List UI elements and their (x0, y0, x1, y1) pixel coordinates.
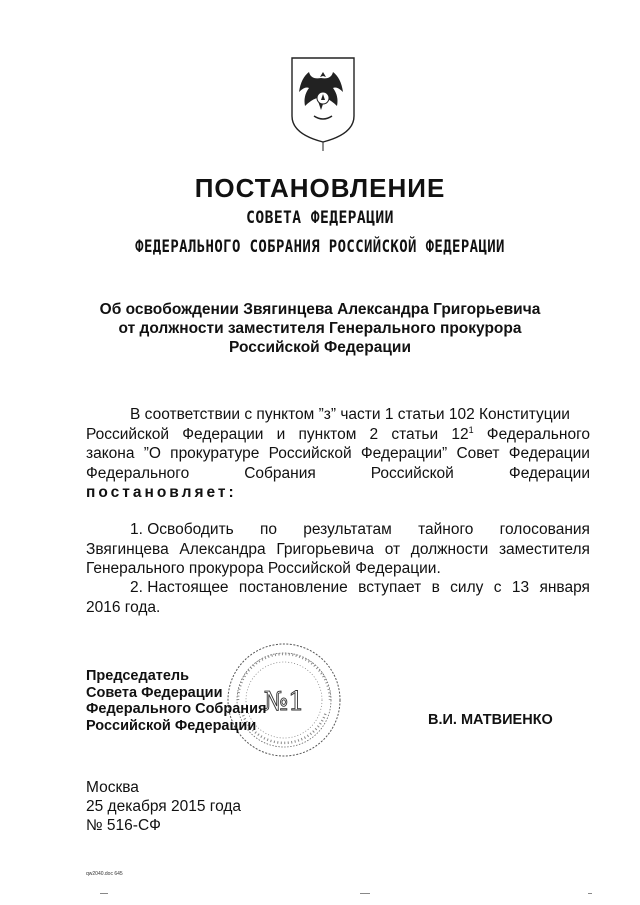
text-line: Генерального прокурора Российской Федерации. (86, 560, 441, 577)
place-and-date (86, 778, 241, 835)
word: Российской (86, 425, 170, 443)
word: постановление (238, 579, 348, 596)
resolves-line (86, 483, 590, 503)
word: в (431, 579, 440, 596)
city: Москва (86, 779, 139, 796)
word: силу (450, 579, 484, 596)
word: пунктом (298, 425, 357, 443)
word: закона (86, 445, 135, 462)
date: 25 декабря 2015 года (86, 798, 242, 815)
word: 2 (369, 425, 379, 443)
word: Совет (456, 445, 500, 462)
text-line (86, 444, 590, 464)
word: Собрания (244, 464, 316, 482)
coat-of-arms-emblem (288, 54, 358, 152)
subject-line: от должности заместителя Генерального прокурора (118, 320, 522, 337)
word: 2. Настоящее (130, 579, 229, 596)
word: по (260, 521, 278, 538)
word: Федерации” (360, 445, 448, 462)
word: голосования (499, 521, 590, 538)
signatory-line: Совета Федерации (86, 684, 223, 701)
text-line (86, 520, 590, 540)
word: прокуратуре (170, 445, 260, 462)
subject-line: Российской Федерации (229, 339, 411, 356)
signatory-name: В.И. МАТВИЕНКО (428, 712, 553, 728)
word: Российской (370, 464, 454, 482)
item-1-paragraph (86, 520, 590, 579)
issuing-assembly: ФЕДЕРАЛЬНОГО СОБРАНИЯ РОССИЙСКОЙ ФЕДЕРАЦИИ (135, 237, 505, 257)
signatory-line: Федерального Собрания (86, 701, 267, 717)
word: от (384, 540, 401, 558)
issuing-body: СОВЕТА ФЕДЕРАЦИИ (246, 208, 394, 228)
word: Федерации (508, 445, 590, 462)
subject-line: Об освобождении Звягинцева Александра Григорьевича (99, 301, 541, 318)
word: с (493, 579, 502, 596)
scan-mark (360, 893, 370, 894)
stamp-number: №1 (263, 687, 305, 717)
word: 1. Освободить (130, 521, 234, 538)
text-line: 2016 года. (86, 598, 161, 616)
word: Федерального (486, 425, 590, 443)
item-2-paragraph (86, 578, 590, 617)
word: Федерации (182, 425, 264, 443)
signatory-line: Председатель (86, 668, 190, 684)
resolves-word: постановляет: (86, 484, 237, 501)
scan-mark (100, 893, 108, 894)
text-line (86, 405, 590, 425)
word: результатам (303, 521, 392, 538)
resolution-subject (0, 300, 640, 357)
text-line (86, 540, 590, 560)
scan-mark (588, 893, 592, 894)
word: Звягинцева (86, 540, 169, 558)
signatory-title (86, 668, 266, 734)
word: тайного (418, 521, 474, 538)
word: заместителя (498, 540, 590, 558)
signatory-line: Российской Федерации (86, 717, 257, 734)
word: Григорьевича (276, 540, 374, 558)
word: В соответствии с пунктом ”з” части 1 статьи 102 Конституции (130, 406, 570, 423)
text-line (86, 464, 590, 484)
text-line (86, 578, 590, 598)
word: ”О (143, 445, 161, 462)
document-title: ПОСТАНОВЛЕНИЕ (194, 173, 446, 203)
text-line (86, 425, 590, 445)
word: 13 (511, 579, 530, 596)
word: должности (410, 540, 489, 558)
article-superscript: 1 (468, 424, 474, 435)
preamble-paragraph (86, 405, 590, 503)
word: Федерации (508, 464, 590, 482)
article-value: 12 (451, 425, 469, 443)
article-number (451, 425, 473, 445)
word: Федерального (86, 464, 190, 482)
word: января (539, 579, 590, 596)
word: и (276, 425, 286, 443)
word: вступает (358, 579, 422, 596)
word: Российской (268, 445, 352, 462)
word: Александра (179, 540, 266, 558)
file-code: qw2040.doc 645 (86, 871, 123, 877)
word: статьи (391, 425, 439, 443)
document-number: № 516-СФ (86, 817, 161, 834)
